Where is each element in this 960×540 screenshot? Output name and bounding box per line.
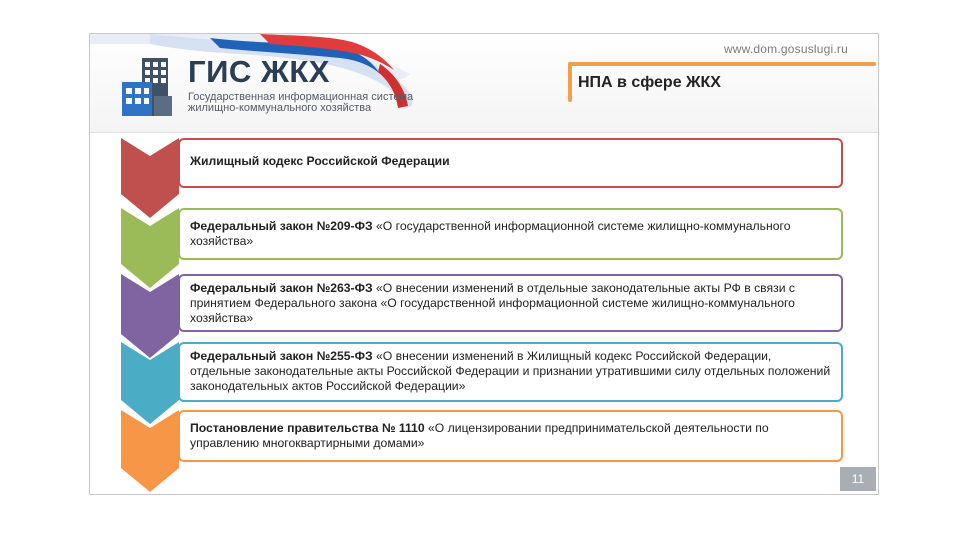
item-text: «О внесении изменений в Жилищный кодекс Российской Федерации, отдельные законодательные акты Российской Федерации и признании утратившими силу отдельных положений законодательных актов Российской Федерации» — [190, 349, 831, 393]
slide — [89, 33, 879, 495]
page-number: 11 — [840, 467, 876, 491]
logo-subtitle: Государственная информационная система жилищно-коммунального хозяйства — [188, 91, 414, 114]
law-item-263fz — [178, 274, 843, 332]
logo-title: ГИС ЖКХ — [188, 54, 330, 89]
law-item-209fz — [178, 208, 843, 260]
item-bold-title: Федеральный закон №263-ФЗ — [190, 281, 373, 295]
item-bold-title: Федеральный закон №255-ФЗ — [190, 349, 373, 363]
site-url[interactable]: www.dom.gosuslugi.ru — [723, 42, 848, 56]
item-bold-title: Федеральный закон №209-ФЗ — [190, 219, 373, 233]
item-text: «О внесении изменений в отдельные законодательные акты РФ в связи с принятием Федерального закона «О государственной информационной системе жилищно-коммунального хозяйства» — [190, 281, 795, 325]
item-text: «О государственной информационной системе жилищно-коммунального хозяйства» — [190, 219, 791, 248]
law-item-255fz — [178, 342, 843, 402]
slide-header — [90, 34, 878, 133]
chevron-arrow-5 — [121, 410, 179, 492]
building-icon — [120, 56, 176, 118]
item-bold-title: Жилищный кодекс Российской Федерации — [190, 154, 450, 168]
law-item-housing-code — [178, 138, 843, 188]
item-bold-title: Постановление правительства № 1110 — [190, 421, 425, 435]
slide-title: НПА в сфере ЖКХ — [578, 74, 721, 91]
chevron-arrow-1 — [121, 138, 179, 218]
law-item-resolution-1110 — [178, 410, 843, 462]
item-text: «О лицензировании предпринимательской деятельности по управлению многоквартирными домами» — [190, 421, 769, 450]
